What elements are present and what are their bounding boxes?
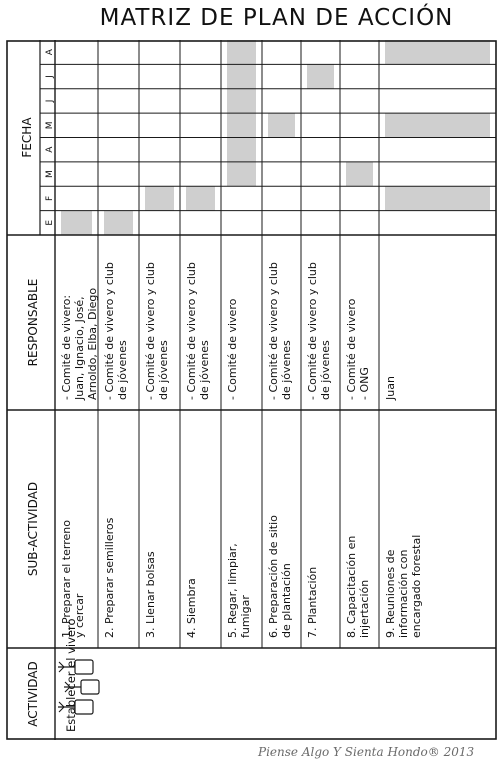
responsable-text: - Comité de vivero y club — [267, 262, 280, 400]
sub-activity-text: 6. Preparación de sitio — [267, 515, 280, 638]
responsable-text: - Comité de vivero — [345, 298, 358, 400]
sub-activity-text: 8. Capacitación en — [345, 535, 358, 638]
header-responsable: RESPONSABLE — [26, 278, 40, 367]
shaded-cell — [227, 64, 256, 88]
rotated-table-group — [7, 40, 496, 740]
shaded-cell — [104, 211, 133, 235]
sub-activity-text: y cercar — [73, 593, 86, 638]
responsable-text: - Comité de vivero y club — [144, 262, 157, 400]
responsable-text: - Comité de vivero — [226, 298, 239, 400]
responsable-text: de jóvenes — [157, 340, 170, 400]
responsable-text: Juan — [384, 376, 397, 400]
responsable-text: - Comité de vivero y club — [185, 262, 198, 400]
month-label: J — [45, 99, 55, 103]
shaded-cell — [227, 40, 256, 64]
shaded-cell — [227, 138, 256, 162]
header-sub-actividad: SUB-ACTIVIDAD — [26, 481, 40, 577]
header-fecha: FECHA — [20, 117, 34, 158]
month-label: A — [45, 49, 55, 56]
shaded-cell — [346, 162, 373, 186]
activity-label: Establecer el vivero — [64, 618, 78, 732]
sub-activity-text: 5. Regar, limpiar, — [226, 543, 239, 638]
shaded-cell — [186, 186, 215, 210]
shaded-cell — [145, 186, 174, 210]
month-label: M — [45, 170, 55, 178]
shaded-cell — [385, 186, 490, 210]
sub-activity-text: de plantación — [280, 563, 293, 638]
page-title: MATRIZ DE PLAN DE ACCIÓN — [99, 5, 454, 31]
month-label: J — [45, 75, 55, 78]
copyright-footer: Piense Algo Y Sienta Hondo® 2013 — [258, 745, 475, 759]
responsable-text: Arnoldo, Elba, Diego — [86, 287, 99, 400]
responsable-text: de jóvenes — [198, 340, 211, 400]
sub-activity-text: 2. Preparar semilleros — [103, 517, 116, 638]
sub-activity-text: 9. Reuniones de — [384, 549, 397, 638]
sub-activity-text: información con — [397, 549, 410, 638]
responsable-text: - Comité de vivero y club — [103, 262, 116, 400]
responsable-text: de jóvenes — [116, 340, 129, 400]
month-label: E — [45, 219, 55, 226]
pot-shape — [81, 680, 99, 694]
responsable-text: - Comité de vivero: — [60, 294, 73, 400]
month-label: M — [45, 121, 55, 130]
shaded-cell — [227, 162, 256, 186]
sub-activity-text: 1. Preparar el terreno — [60, 520, 73, 638]
sub-activity-text: fumigar — [239, 595, 252, 638]
shaded-cell — [227, 113, 256, 137]
action-plan-table — [0, 40, 503, 740]
shaded-cell — [227, 89, 256, 113]
sub-activity-text: injertación — [358, 579, 371, 638]
shaded-cell — [268, 113, 295, 137]
responsable-text: de jóvenes — [280, 340, 293, 400]
shaded-cell — [307, 64, 334, 88]
sub-activity-text: 3. Llenar bolsas — [144, 551, 157, 638]
responsable-text: - ONG — [358, 367, 371, 400]
header-actividad: ACTIVIDAD — [26, 661, 40, 727]
month-label: F — [45, 195, 55, 202]
sub-activity-text: encargado forestal — [410, 534, 423, 638]
sub-activity-text: 7. Plantación — [306, 566, 319, 638]
responsable-text: - Comité de vivero y club — [306, 262, 319, 400]
shaded-cell — [385, 40, 490, 64]
month-label: A — [45, 146, 55, 153]
sub-activity-text: 4. Siembra — [185, 578, 198, 638]
shaded-cell — [385, 113, 490, 137]
shaded-cell — [61, 211, 92, 235]
responsable-text: de jóvenes — [319, 340, 332, 400]
responsable-text: Juan, Ignacio, José, — [73, 296, 86, 400]
